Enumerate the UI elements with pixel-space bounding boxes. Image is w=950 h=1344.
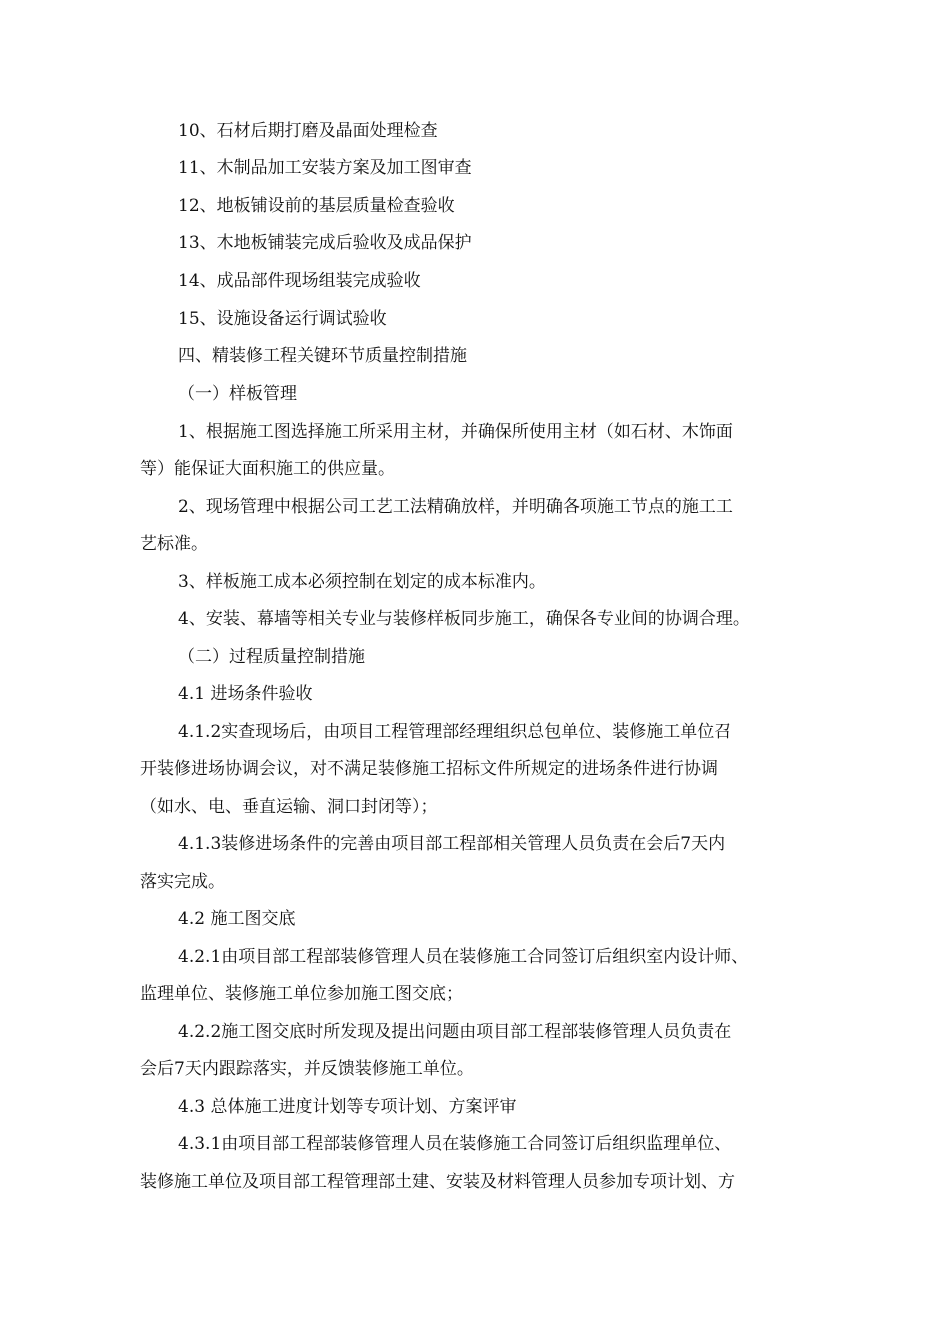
list-item-14: 14、成品部件现场组装完成验收 bbox=[178, 271, 421, 291]
paragraph-line: 落实完成。 bbox=[140, 872, 225, 892]
subsection-heading-2: （二）过程质量控制措施 bbox=[178, 647, 365, 667]
paragraph-line: （如水、电、垂直运输、洞口封闭等）； bbox=[140, 797, 438, 817]
list-item-10: 10、石材后期打磨及晶面处理检查 bbox=[178, 121, 438, 141]
paragraph-line: 开装修进场协调会议，对不满足装修施工招标文件所规定的进场条件进行协调 bbox=[140, 759, 718, 779]
paragraph-line: 艺标准。 bbox=[140, 534, 208, 554]
list-item-12: 12、地板铺设前的基层质量检查验收 bbox=[178, 196, 455, 216]
list-item-13: 13、木地板铺装完成后验收及成品保护 bbox=[178, 233, 472, 253]
list-item-15: 15、设施设备运行调试验收 bbox=[178, 309, 387, 329]
paragraph-line: 4.3.1由项目部工程部装修管理人员在装修施工合同签订后组织监理单位、 bbox=[178, 1134, 732, 1154]
paragraph-line: 4.1.3装修进场条件的完善由项目部工程部相关管理人员负责在会后7天内 bbox=[178, 834, 726, 854]
paragraph-line: 2、现场管理中根据公司工艺工法精确放样，并明确各项施工节点的施工工 bbox=[178, 497, 733, 517]
clause-heading: 4.2 施工图交底 bbox=[178, 909, 296, 929]
paragraph-line: 装修施工单位及项目部工程管理部土建、安装及材料管理人员参加专项计划、方 bbox=[140, 1172, 735, 1192]
paragraph-line: 4.1.2实查现场后，由项目工程管理部经理组织总包单位、装修施工单位召 bbox=[178, 722, 732, 742]
paragraph-line: 4.2.2施工图交底时所发现及提出问题由项目部工程部装修管理人员负责在 bbox=[178, 1022, 732, 1042]
clause-heading: 4.1 进场条件验收 bbox=[178, 684, 313, 704]
paragraph-line: 4.2.1由项目部工程部装修管理人员在装修施工合同签订后组织室内设计师、 bbox=[178, 947, 749, 967]
paragraph-line: 监理单位、装修施工单位参加施工图交底； bbox=[140, 984, 463, 1004]
list-item-11: 11、木制品加工安装方案及加工图审查 bbox=[178, 158, 472, 178]
clause-heading: 4.3 总体施工进度计划等专项计划、方案评审 bbox=[178, 1097, 517, 1117]
subsection-heading-1: （一）样板管理 bbox=[178, 384, 297, 404]
paragraph-line: 1、根据施工图选择施工所采用主材，并确保所使用主材（如石材、木饰面 bbox=[178, 422, 733, 442]
paragraph-line: 4、安装、幕墙等相关专业与装修样板同步施工，确保各专业间的协调合理。 bbox=[178, 609, 750, 629]
section-heading-4: 四、精装修工程关键环节质量控制措施 bbox=[178, 346, 467, 366]
paragraph-line: 会后7天内跟踪落实，并反馈装修施工单位。 bbox=[140, 1059, 474, 1079]
paragraph-line: 等）能保证大面积施工的供应量。 bbox=[140, 459, 395, 479]
paragraph-line: 3、样板施工成本必须控制在划定的成本标准内。 bbox=[178, 572, 546, 592]
